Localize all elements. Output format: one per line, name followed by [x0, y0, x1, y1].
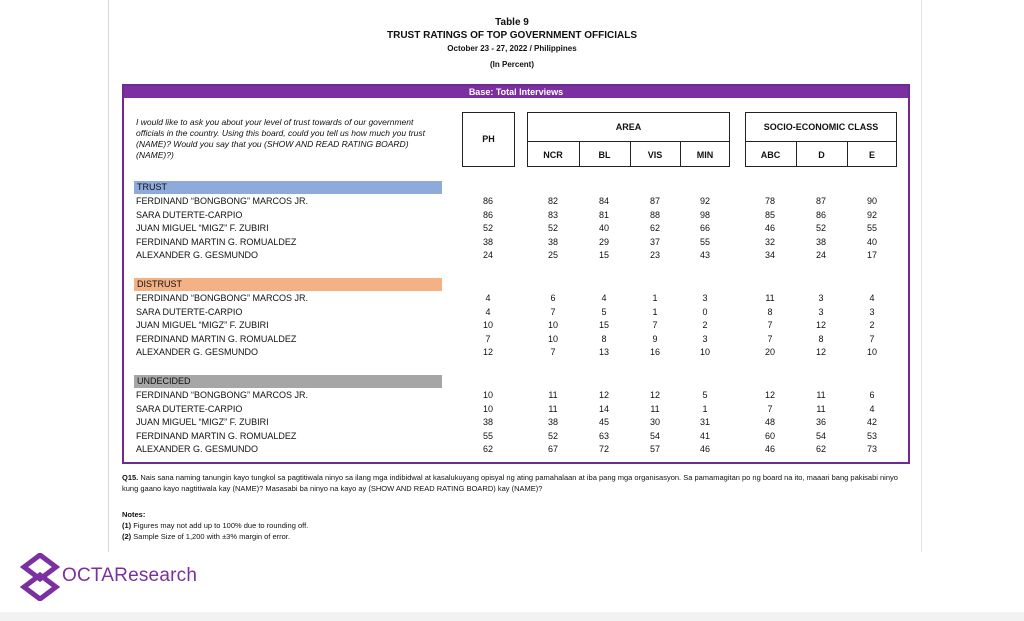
table-cell: 12 [482, 347, 493, 358]
table-cell: 10 [547, 333, 558, 344]
table-row [136, 346, 916, 359]
table-row [136, 319, 916, 332]
table-cell: 4 [485, 293, 491, 303]
table-cell: 41 [699, 430, 710, 441]
table-cell: 8 [818, 333, 824, 344]
table-cell: 36 [815, 417, 826, 428]
table-cell: 25 [547, 250, 558, 261]
table-row [136, 416, 916, 429]
table-cell: 12 [598, 390, 609, 400]
table-cell: 40 [598, 223, 609, 234]
table-cell: 90 [866, 196, 877, 206]
table-cell: 86 [815, 209, 826, 220]
q15-note [122, 472, 912, 494]
table-cell: 98 [699, 209, 710, 220]
table-cell: 3 [818, 293, 824, 303]
table-cell: 4 [601, 293, 607, 303]
base-label: Base: Total Interviews [124, 86, 908, 98]
official-name: JUAN MIGUEL “MIGZ” F. ZUBIRI [136, 320, 269, 331]
table-cell: 46 [699, 444, 710, 455]
note-1-text: Figures may not add up to 100% due to rounding off. [133, 521, 309, 530]
table-cell: 46 [764, 444, 775, 455]
table-cell: 10 [547, 320, 558, 331]
octa-logo-icon [18, 553, 62, 601]
table-cell: 20 [764, 347, 775, 358]
table-cell: 85 [764, 209, 775, 220]
table-date: October 23 - 27, 2022 / Philippines [447, 44, 577, 53]
table-cell: 38 [815, 236, 826, 247]
table-cell: 87 [815, 196, 826, 206]
table-row [136, 209, 916, 222]
table-cell: 10 [866, 347, 877, 358]
table-cell: 29 [598, 236, 609, 247]
table-cell: 23 [649, 250, 660, 261]
table-cell: 3 [702, 333, 708, 344]
section-distrust: DISTRUST [134, 278, 442, 291]
table-cell: 67 [547, 444, 558, 455]
table-cell: 48 [764, 417, 775, 428]
official-name: ALEXANDER G. GESMUNDO [136, 444, 259, 455]
table-cell: 42 [866, 417, 877, 428]
table-cell: 43 [699, 250, 710, 261]
ph-header: PH [482, 134, 495, 144]
table-cell: 62 [482, 444, 493, 455]
official-name: JUAN MIGUEL “MIGZ” F. ZUBIRI [136, 417, 269, 428]
table-cell: 7 [767, 333, 773, 344]
official-name: FERDINAND “BONGBONG” MARCOS JR. [136, 196, 309, 206]
col-min: MIN [696, 150, 714, 160]
table-cell: 11 [650, 403, 660, 414]
table-cell: 4 [485, 306, 491, 317]
table-cell: 24 [815, 250, 826, 261]
table-cell: 84 [598, 196, 609, 206]
table-cell: 5 [601, 306, 607, 317]
table-cell: 63 [598, 430, 609, 441]
official-name: FERDINAND MARTIN G. ROMUALDEZ [136, 430, 297, 441]
table-cell: 5 [702, 390, 708, 400]
table-cell: 46 [764, 223, 775, 234]
note-2 [122, 531, 290, 542]
table-title: TRUST RATINGS OF TOP GOVERNMENT OFFICIALS [386, 30, 637, 41]
table-cell: 15 [598, 250, 609, 261]
table-row [136, 249, 916, 262]
table-cell: 7 [869, 333, 875, 344]
table-cell: 12 [649, 390, 660, 400]
official-name: ALEXANDER G. GESMUNDO [136, 250, 259, 261]
table-cell: 55 [482, 430, 493, 441]
brand-name: OCTAResearch [62, 565, 198, 586]
table-cell: 4 [869, 403, 875, 414]
table-cell: 55 [866, 223, 877, 234]
official-name: ALEXANDER G. GESMUNDO [136, 347, 259, 358]
table-cell: 7 [485, 333, 491, 344]
question-text: I would like to ask you about your level of trust towards of our government officials in the country. Using this board, could you tell us how much you trust (NAME)? Would you say that you (SHOW AND READ RATING BOARD) (NAME)?) [136, 117, 425, 160]
table-cell: 7 [767, 403, 773, 414]
table-cell: 62 [815, 444, 826, 455]
table-cell: 17 [866, 250, 877, 261]
table-cell: 16 [649, 347, 660, 358]
table-cell: 87 [649, 196, 660, 206]
table-cell: 10 [482, 320, 493, 331]
table-cell: 52 [815, 223, 826, 234]
table-cell: 83 [547, 209, 558, 220]
table-cell: 52 [547, 223, 558, 234]
table-cell: 12 [815, 347, 826, 358]
table-row [136, 430, 916, 443]
table-cell: 10 [699, 347, 710, 358]
col-vis: VIS [647, 150, 663, 160]
official-name: FERDINAND MARTIN G. ROMUALDEZ [136, 333, 297, 344]
table-cell: 52 [547, 430, 558, 441]
table-cell: 7 [550, 306, 556, 317]
table-cell: 45 [598, 417, 609, 428]
official-name: JUAN MIGUEL “MIGZ” F. ZUBIRI [136, 223, 269, 234]
table-cell: 52 [482, 223, 493, 234]
table-unit: (In Percent) [489, 60, 534, 69]
table-row [136, 443, 916, 456]
table-cell: 11 [548, 403, 558, 414]
table-cell: 11 [816, 390, 826, 400]
table-cell: 24 [482, 250, 493, 261]
table-cell: 3 [869, 306, 875, 317]
table-cell: 3 [702, 293, 708, 303]
section-trust: TRUST [134, 181, 442, 194]
table-cell: 57 [649, 444, 660, 455]
q15-text: Nais sana naming tanungin kayo tungkol sa pagtitiwala ninyo sa ilang mga indibidwal at kasalukuyang opisyal ng ating pamahalaan at iba pang mga organisasyon. Sa pamamagitan po ng board na ito, maaari bang pakisabi ninyo kung gaano kayo nagtitiwala kay (NAME)? Masasabi ba ninyo na kayo ay (SHOW AND READ RATING BOARD) kay (NAME)? [122, 473, 898, 493]
table-cell: 54 [815, 430, 826, 441]
table-cell: 34 [764, 250, 775, 261]
table-cell: 9 [652, 333, 658, 344]
table-cell: 1 [702, 403, 708, 414]
table-cell: 0 [702, 306, 708, 317]
area-header: AREA [615, 122, 642, 132]
table-cell: 7 [652, 320, 658, 331]
table-cell: 11 [765, 293, 775, 303]
col-ncr: NCR [543, 150, 563, 160]
note-1-label: (1) [122, 521, 132, 530]
table-cell: 31 [699, 417, 710, 428]
official-name: SARA DUTERTE-CARPIO [136, 403, 243, 414]
table-cell: 11 [548, 390, 558, 400]
official-name: SARA DUTERTE-CARPIO [136, 306, 243, 317]
table-cell: 81 [598, 209, 609, 220]
table-cell: 86 [482, 209, 493, 220]
table-cell: 38 [482, 417, 493, 428]
notes-title: Notes: [122, 510, 146, 519]
q15-label: Q15. [122, 473, 139, 482]
table-cell: 32 [764, 236, 775, 247]
table-cell: 38 [547, 417, 558, 428]
table-cell: 14 [598, 403, 609, 414]
col-d: D [818, 150, 825, 160]
table-cell: 7 [767, 320, 773, 331]
table-cell: 8 [767, 306, 773, 317]
table-cell: 37 [649, 236, 660, 247]
official-name: FERDINAND MARTIN G. ROMUALDEZ [136, 236, 297, 247]
table-cell: 1 [652, 306, 658, 317]
table-cell: 40 [866, 236, 877, 247]
table-cell: 12 [815, 320, 826, 331]
table-cell: 11 [816, 403, 826, 414]
table-row [136, 222, 916, 235]
table-row [136, 389, 916, 402]
col-e: E [868, 150, 875, 160]
table-cell: 92 [699, 196, 710, 206]
table-cell: 62 [649, 223, 660, 234]
table-row [136, 403, 916, 416]
note-2-label: (2) [122, 532, 132, 541]
table-cell: 53 [866, 430, 877, 441]
section-undecided: UNDECIDED [134, 375, 442, 388]
table-cell: 8 [601, 333, 607, 344]
table-cell: 73 [866, 444, 877, 455]
table-cell: 2 [869, 320, 875, 331]
sec-header: SOCIO-ECONOMIC CLASS [763, 122, 879, 132]
table-cell: 1 [652, 293, 658, 303]
bottom-strip [0, 612, 1024, 621]
table-cell: 3 [818, 306, 824, 317]
table-cell: 66 [699, 223, 710, 234]
table-row [136, 306, 916, 319]
official-name: FERDINAND “BONGBONG” MARCOS JR. [136, 390, 309, 400]
table-cell: 12 [764, 390, 775, 400]
table-row [136, 333, 916, 346]
table-cell: 30 [649, 417, 660, 428]
table-cell: 82 [547, 196, 558, 206]
table-cell: 54 [649, 430, 660, 441]
table-cell: 10 [482, 403, 493, 414]
table-row [136, 292, 916, 305]
table-cell: 78 [764, 196, 775, 206]
table-cell: 4 [869, 293, 875, 303]
table-cell: 15 [598, 320, 609, 331]
table-cell: 6 [869, 390, 875, 400]
table-row [136, 195, 916, 208]
official-name: SARA DUTERTE-CARPIO [136, 209, 243, 220]
table-cell: 72 [598, 444, 609, 455]
col-abc: ABC [760, 150, 781, 160]
table-number: Table 9 [495, 17, 529, 28]
table-cell: 7 [550, 347, 556, 358]
table-cell: 10 [482, 390, 493, 400]
table-cell: 6 [550, 293, 556, 303]
table-cell: 38 [547, 236, 558, 247]
table-cell: 2 [702, 320, 708, 331]
table-cell: 88 [649, 209, 660, 220]
table-cell: 86 [482, 196, 493, 206]
table-cell: 92 [866, 209, 877, 220]
table-cell: 38 [482, 236, 493, 247]
table-cell: 55 [699, 236, 710, 247]
note-2-text: Sample Size of 1,200 with ±3% margin of error. [133, 532, 290, 541]
official-name: FERDINAND “BONGBONG” MARCOS JR. [136, 293, 309, 303]
table-cell: 13 [598, 347, 609, 358]
table-cell: 60 [764, 430, 775, 441]
table-row [136, 236, 916, 249]
col-bl: BL [598, 150, 611, 160]
note-1 [122, 520, 308, 531]
